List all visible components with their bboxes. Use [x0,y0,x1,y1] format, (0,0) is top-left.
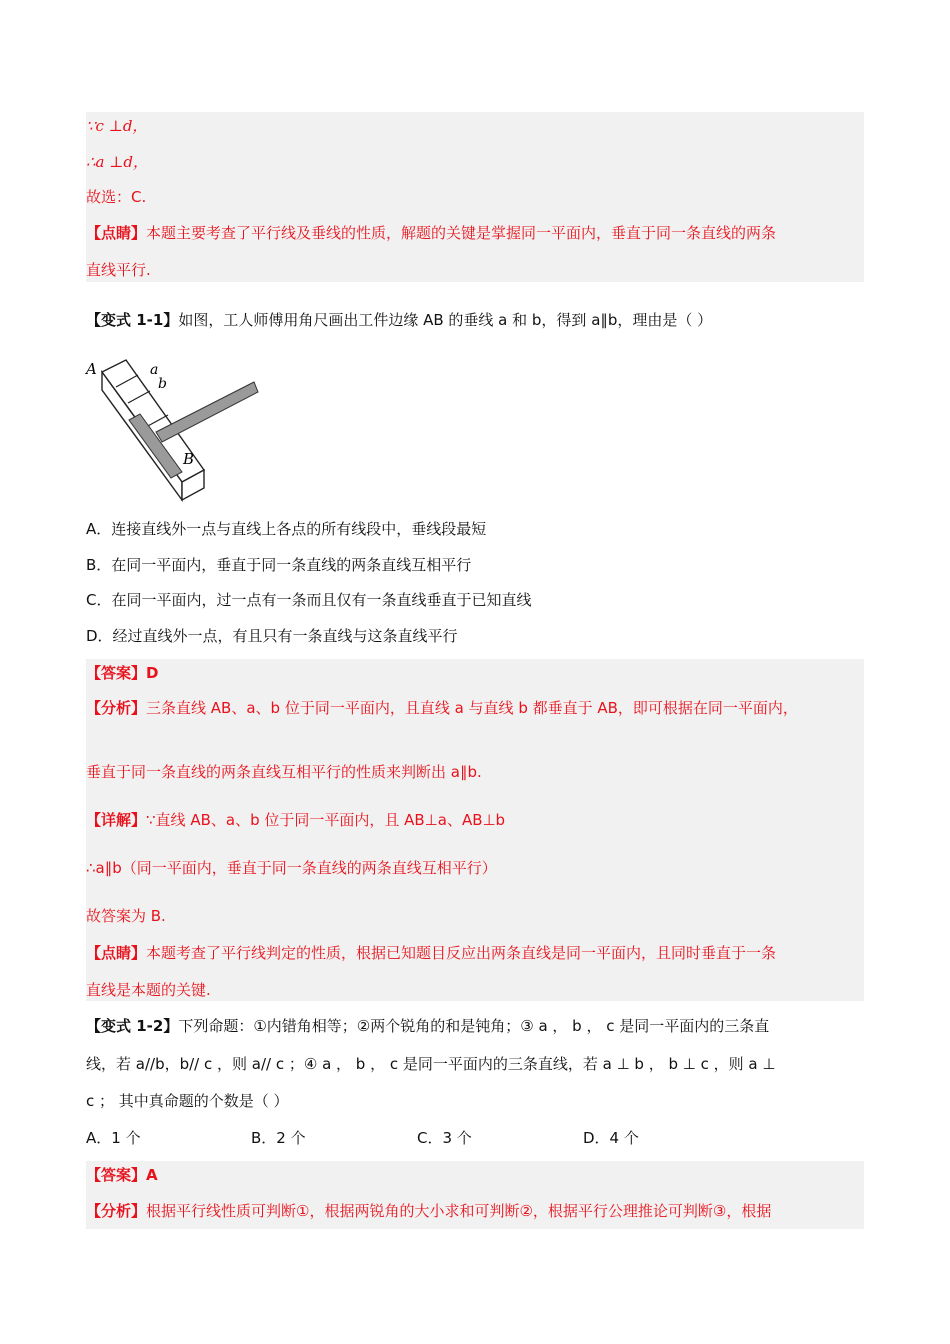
comment-1-line-2: 直线是本题的关键. [86,981,211,999]
option-2b: B．2 个 [251,1129,306,1147]
detail-1-text: ∵直线 AB、a、b 位于同一平面内，且 AB⊥a、AB⊥b [146,811,506,829]
comment-1-tag: 【点睛】 [86,944,147,962]
label-b: b [158,376,167,392]
analysis-1-line-2: 垂直于同一条直线的两条直线互相平行的性质来判断出 a∥b. [86,763,482,781]
detail-1-line-3: 故答案为 B. [86,907,166,925]
option-1b: B．在同一平面内，垂直于同一条直线的两条直线互相平行 [86,556,472,574]
label-a: a [150,362,159,378]
option-1a: A．连接直线外一点与直线上各点的所有线段中，垂线段最短 [86,520,487,538]
analysis-2-text: 根据平行线性质可判断①，根据两锐角的大小求和可判断②，根据平行公理推论可判断③，根据 [146,1202,772,1220]
option-1d: D．经过直线外一点，有且只有一条直线与这条直线平行 [86,627,458,645]
comment-1-line-1 [86,942,864,964]
detail-1-line-2: ∴a∥b（同一平面内，垂直于同一条直线的两条直线互相平行） [86,859,497,877]
question-2-line-3: c ； 其中真命题的个数是（ ） [86,1092,289,1110]
analysis-2-tag: 【分析】 [86,1202,147,1220]
option-1c: C．在同一平面内，过一点有一条而且仅有一条直线垂直于已知直线 [86,591,532,609]
question-2-line-2: 线，若 a//b，b// c ，则 a// c ；④ a ， b ， c 是同一平面内的三条直线，若 a ⊥ b ， b ⊥ c ，则 a ⊥ [86,1055,776,1073]
comment-tag: 【点睛】 [86,224,147,242]
question-2-text-1: 下列命题：①内错角相等；②两个锐角的和是钝角；③ a ， b ， c 是同一平面内的三条直 [178,1017,770,1035]
question-2-tag: 【变式 1-2】 [86,1017,179,1035]
comment-line-1 [86,222,864,244]
answer-1: 【答案】D [86,664,159,682]
question-1 [86,309,864,331]
label-A: A [86,360,97,378]
comment-line-2: 直线平行. [86,261,151,279]
option-2d: D．4 个 [583,1129,639,1147]
label-B: B [183,450,195,468]
comment-text-1: 本题主要考查了平行线及垂线的性质，解题的关键是掌握同一平面内，垂直于同一条直线的两条 [146,224,777,242]
detail-1-line-1 [86,809,864,831]
question-2-line-1 [86,1015,864,1037]
question-1-text: 如图，工人师傅用角尺画出工件边缘 AB 的垂线 a 和 b，得到 a∥b，理由是（ ） [178,311,713,329]
option-2c: C．3 个 [417,1129,472,1147]
comment-1-text: 本题考查了平行线判定的性质，根据已知题目反应出两条直线是同一平面内，且同时垂直于一条 [146,944,777,962]
analysis-1-tag: 【分析】 [86,699,147,717]
therefore-line: ∴a ⊥d， [86,153,148,171]
square-ruler-figure [84,350,264,505]
answer-2: 【答案】A [86,1166,158,1184]
analysis-1-text: 三条直线 AB、a、b 位于同一平面内，且直线 a 与直线 b 都垂直于 AB，即可根据在同一平面内， [146,699,798,717]
analysis-1-line-1 [86,697,864,719]
choice-line: 故选：C. [86,188,147,206]
since-line: ∵c ⊥d， [86,117,148,135]
question-1-tag: 【变式 1-1】 [86,311,179,329]
option-2a: A．1 个 [86,1129,141,1147]
analysis-2-line-1 [86,1200,864,1222]
detail-1-tag: 【详解】 [86,811,147,829]
